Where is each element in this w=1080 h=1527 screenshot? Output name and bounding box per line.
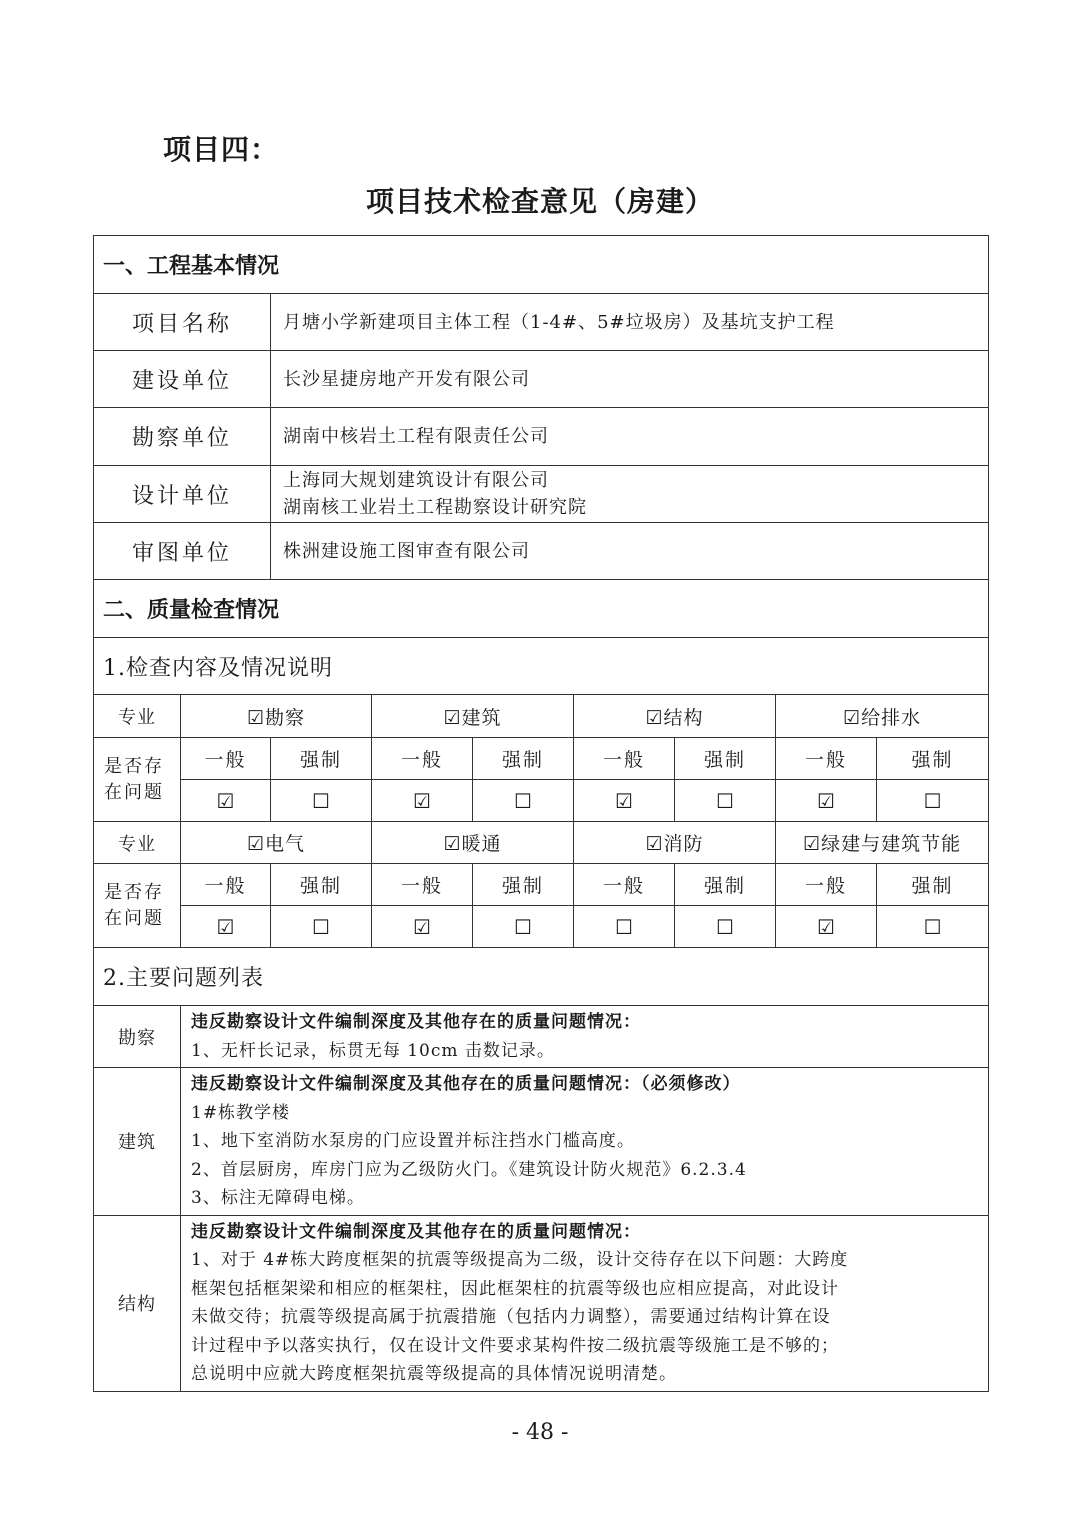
- checkbox-electrical-general[interactable]: [181, 906, 271, 948]
- page-number: - 48 -: [511, 1420, 569, 1445]
- discipline-architecture: ☑建筑: [372, 695, 574, 738]
- issue-row-survey: [94, 1006, 989, 1068]
- checkbox-architecture-mandatory[interactable]: [473, 780, 574, 822]
- info-value-design-unit: [271, 466, 989, 523]
- mandatory-label: 强制: [877, 864, 989, 906]
- checkbox-architecture-general[interactable]: [372, 780, 473, 822]
- discipline-hvac: ☑暖通: [372, 822, 574, 864]
- checkbox-row-2: [94, 906, 989, 948]
- mandatory-label: 强制: [675, 864, 776, 906]
- info-label-project-name: 项目名称: [94, 294, 271, 351]
- info-label-review-unit: 审图单位: [94, 523, 271, 580]
- section2-heading: 二、质量检查情况: [94, 580, 989, 638]
- discipline-green-energy: ☑绿建与建筑节能: [776, 822, 989, 864]
- checkbox-glyph: ☐: [514, 788, 532, 813]
- checkbox-green-energy-general[interactable]: [776, 906, 877, 948]
- mandatory-label: 强制: [271, 864, 372, 906]
- checkbox-glyph: ☑: [216, 914, 235, 939]
- discipline-fire: ☑消防: [574, 822, 776, 864]
- issue-line: 1、地下室消防水泵房的门应设置并标注挡水门槛高度。: [191, 1131, 635, 1151]
- checkbox-structure-mandatory[interactable]: [675, 780, 776, 822]
- issue-type-row-2: [94, 864, 989, 906]
- info-value-line-2: 湖南核工业岩土工程勘察设计研究院: [283, 497, 587, 518]
- general-label: 一般: [776, 738, 877, 780]
- general-label: 一般: [372, 864, 473, 906]
- issue-category-architecture: 建筑: [94, 1068, 181, 1216]
- issue-heading: 违反勘察设计文件编制深度及其他存在的质量问题情况：: [191, 1221, 641, 1242]
- checkbox-glyph: ☑: [817, 914, 835, 939]
- inspection-form-table: [93, 235, 989, 1392]
- checkbox-glyph: ☐: [312, 914, 330, 939]
- checkbox-glyph: ☐: [923, 788, 942, 813]
- info-value-line: 株洲建设施工图审查有限公司: [283, 540, 530, 562]
- checkbox-survey-general[interactable]: [181, 780, 271, 822]
- general-label: 一般: [776, 864, 877, 906]
- issue-line: 3、标注无障碍电梯。: [191, 1188, 365, 1208]
- issue-line: 计过程中予以落实执行，仅在设计文件要求某构件按二级抗震等级施工是不够的；: [191, 1335, 839, 1356]
- discipline-row-2: [94, 822, 989, 864]
- info-row-review-unit: [94, 523, 989, 580]
- info-value-line: 月塘小学新建项目主体工程（1-4#、5#垃圾房）及基坑支护工程: [283, 311, 835, 333]
- section1-heading: 一、工程基本情况: [94, 236, 989, 294]
- info-value-line: 上海同大规划建筑设计有限公司: [283, 470, 549, 491]
- exists-issue-label: 是否存在问题: [94, 864, 181, 948]
- check-content-heading: 1.检查内容及情况说明: [94, 638, 989, 695]
- general-label: 一般: [574, 864, 675, 906]
- issue-heading: 违反勘察设计文件编制深度及其他存在的质量问题情况：: [191, 1012, 641, 1032]
- checkbox-plumbing-mandatory[interactable]: [877, 780, 989, 822]
- issue-line: 总说明中应就大跨度框架抗震等级提高的具体情况说明清楚。: [191, 1364, 677, 1384]
- checkbox-glyph: ☑: [413, 788, 431, 813]
- info-label-developer: 建设单位: [94, 351, 271, 408]
- mandatory-label: 强制: [473, 738, 574, 780]
- mandatory-label: 强制: [675, 738, 776, 780]
- issue-type-row-1: [94, 738, 989, 780]
- checkbox-green-energy-mandatory[interactable]: [877, 906, 989, 948]
- checkbox-survey-mandatory[interactable]: [271, 780, 372, 822]
- discipline-structure: ☑结构: [574, 695, 776, 738]
- checkbox-glyph: ☑: [817, 788, 835, 813]
- checkbox-glyph: ☐: [514, 914, 532, 939]
- checkbox-fire-mandatory[interactable]: [675, 906, 776, 948]
- issue-line: 2、首层厨房，库房门应为乙级防火门。《建筑设计防火规范》6.2.3.4: [191, 1159, 747, 1180]
- checkbox-row-1: [94, 780, 989, 822]
- checkbox-glyph: ☑: [413, 914, 431, 939]
- document-title: 项目技术检查意见（房建）: [365, 185, 714, 218]
- project-label: 项目四：: [163, 133, 280, 166]
- info-row-design-unit: [94, 466, 989, 523]
- issue-line: 1、对于 4#栋大跨度框架的抗震等级提高为二级，设计交待存在以下问题：大跨度: [191, 1250, 849, 1270]
- issue-row-structure: [94, 1215, 989, 1391]
- mandatory-label: 强制: [271, 738, 372, 780]
- discipline-plumbing: ☑给排水: [776, 695, 989, 738]
- checkbox-glyph: ☐: [615, 914, 633, 939]
- checkbox-electrical-mandatory[interactable]: [271, 906, 372, 948]
- general-label: 一般: [181, 864, 271, 906]
- info-value-project-name: [271, 294, 989, 351]
- info-row-developer: [94, 351, 989, 408]
- checkbox-hvac-mandatory[interactable]: [473, 906, 574, 948]
- discipline-label: 专业: [94, 822, 181, 864]
- issue-content-architecture: [181, 1068, 989, 1216]
- issue-line: 1、无杆长记录，标贯无每 10cm 击数记录。: [191, 1040, 555, 1061]
- info-row-project-name: [94, 294, 989, 351]
- general-label: 一般: [181, 738, 271, 780]
- discipline-label: 专业: [94, 695, 181, 738]
- discipline-row-1: [94, 695, 989, 738]
- checkbox-fire-general[interactable]: [574, 906, 675, 948]
- mandatory-label: 强制: [877, 738, 989, 780]
- info-value-survey-unit: [271, 408, 989, 466]
- checkbox-glyph: ☐: [716, 788, 734, 813]
- checkbox-glyph: ☑: [216, 788, 235, 813]
- info-value-review-unit: [271, 523, 989, 580]
- general-label: 一般: [372, 738, 473, 780]
- info-value-line: 湖南中核岩土工程有限责任公司: [283, 426, 549, 447]
- checkbox-glyph: ☑: [615, 788, 633, 813]
- issue-heading: 违反勘察设计文件编制深度及其他存在的质量问题情况：（必须修改）: [191, 1074, 741, 1094]
- checkbox-plumbing-general[interactable]: [776, 780, 877, 822]
- issue-line: 1#栋教学楼: [191, 1102, 291, 1123]
- issue-content-survey: [181, 1006, 989, 1068]
- checkbox-hvac-general[interactable]: [372, 906, 473, 948]
- mandatory-label: 强制: [473, 864, 574, 906]
- discipline-electrical: ☑电气: [181, 822, 372, 864]
- discipline-survey: ☑勘察: [181, 695, 372, 738]
- general-label: 一般: [574, 738, 675, 780]
- checkbox-glyph: ☐: [923, 914, 942, 939]
- checkbox-glyph: ☐: [312, 788, 330, 813]
- main-issues-heading: 2.主要问题列表: [94, 948, 989, 1006]
- checkbox-structure-general[interactable]: [574, 780, 675, 822]
- issue-row-architecture: [94, 1068, 989, 1216]
- checkbox-glyph: ☐: [716, 914, 734, 939]
- issue-line: 框架包括框架梁和相应的框架柱，因此框架柱的抗震等级也应相应提高，对此设计: [191, 1278, 839, 1299]
- issue-content-structure: [181, 1215, 989, 1391]
- info-label-survey-unit: 勘察单位: [94, 408, 271, 466]
- issue-category-survey: 勘察: [94, 1006, 181, 1068]
- info-label-design-unit: 设计单位: [94, 466, 271, 523]
- info-value-line: 长沙星捷房地产开发有限公司: [283, 368, 530, 390]
- issue-category-structure: 结构: [94, 1215, 181, 1391]
- exists-issue-label: 是否存在问题: [94, 738, 181, 822]
- issue-line: 未做交待；抗震等级提高属于抗震措施（包括内力调整），需要通过结构计算在设: [191, 1307, 831, 1327]
- info-value-developer: [271, 351, 989, 408]
- info-row-survey-unit: [94, 408, 989, 466]
